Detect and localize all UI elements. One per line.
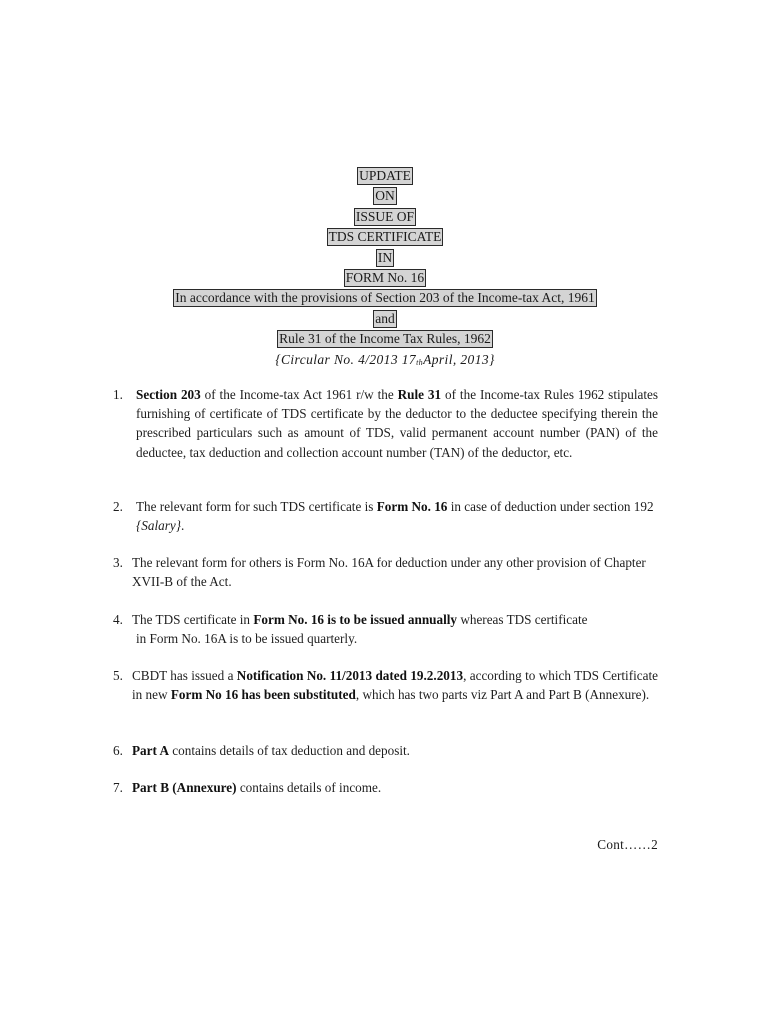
- item-text: The TDS certificate in Form No. 16 is to be issued annually whereas TDS certificate in Form No. 16A is to be issued quarterly.: [132, 612, 588, 647]
- title-tds-certificate: TDS CERTIFICATE: [328, 229, 442, 245]
- title-and: and: [375, 310, 395, 326]
- item-number: 5.: [113, 668, 123, 683]
- circular-reference: {Circular No. 4/2013 17thApril, 2013}: [275, 351, 495, 367]
- title-block: [0, 166, 770, 373]
- list-item: [113, 741, 658, 760]
- list-item: [113, 666, 658, 704]
- item-number: 6.: [113, 743, 123, 758]
- list-item: [113, 553, 658, 591]
- item-number: 7.: [113, 780, 123, 795]
- title-rule-31: Rule 31 of the Income Tax Rules, 1962: [279, 331, 491, 347]
- item-text: CBDT has issued a Notification No. 11/2013 dated 19.2.2013, according to which TDS Certificate in new Form No 16 has been substituted, which has two parts viz Part A and Part B (Annexure).: [132, 668, 658, 703]
- item-number: 3.: [113, 555, 123, 570]
- item-number: 2.: [113, 499, 123, 514]
- item-text: The relevant form for others is Form No. 16A for deduction under any other provision of Chapter XVII-B of the Act.: [132, 555, 646, 590]
- title-on: ON: [375, 188, 395, 204]
- title-update: UPDATE: [359, 168, 411, 183]
- list-item: [113, 778, 658, 797]
- title-form-no-16: FORM No. 16: [345, 270, 425, 286]
- list-item: [113, 385, 658, 462]
- continuation-marker: Cont……2: [597, 837, 658, 852]
- title-issue-of: ISSUE OF: [355, 208, 415, 224]
- item-text: Part B (Annexure) contains details of income.: [132, 780, 382, 795]
- item-text: The relevant form for such TDS certificate is Form No. 16 in case of deduction under section 192 {Salary}.: [136, 499, 654, 534]
- item-number: 4.: [113, 612, 123, 627]
- list-item: [113, 610, 658, 648]
- item-number: 1.: [113, 387, 123, 402]
- list-item: [113, 497, 658, 535]
- title-provisions: In accordance with the provisions of Section 203 of the Income-tax Act, 1961: [175, 290, 595, 306]
- item-text: Part A contains details of tax deduction and deposit.: [132, 743, 410, 758]
- item-text: Section 203 of the Income-tax Act 1961 r/w the Rule 31 of the Income-tax Rules 1962 stipulates furnishing of certificate of TDS certificate by the deductor to the deductee specifying therein the prescribed particulars such as amount of TDS, valid permanent account number (PAN) of the deductee, tax deduction and collection account number (TAN) of the deductor, etc.: [136, 387, 658, 460]
- title-in: IN: [377, 249, 393, 265]
